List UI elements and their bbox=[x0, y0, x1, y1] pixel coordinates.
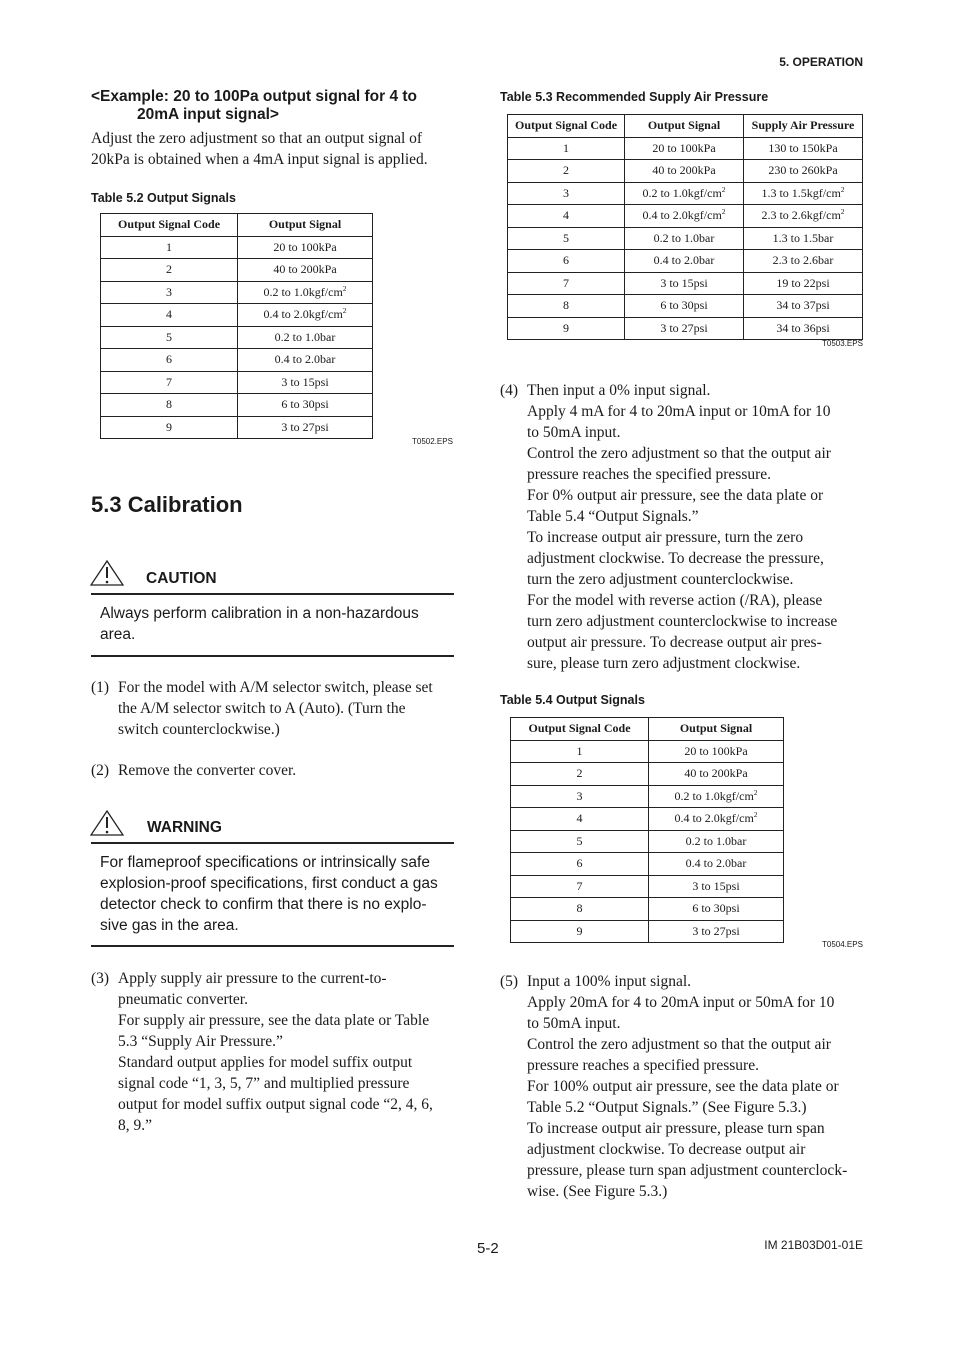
signal-cell bbox=[625, 227, 744, 250]
example-heading bbox=[91, 88, 461, 124]
table-row bbox=[508, 272, 863, 295]
superscript: 2 bbox=[342, 306, 347, 316]
signal-cell bbox=[625, 160, 744, 183]
code-cell bbox=[508, 227, 625, 250]
example-heading-line1: <Example: 20 to 100Pa output signal for 4 to bbox=[91, 88, 418, 105]
signal-cell-text: 0.2 to 1.0bar bbox=[685, 833, 747, 848]
table-row bbox=[101, 236, 373, 259]
pressure-cell-text: 130 to 150kPa bbox=[768, 140, 838, 155]
signal-cell-text: 20 to 100kPa bbox=[273, 239, 337, 254]
step-line: Input a 100% input signal. bbox=[527, 973, 692, 990]
step-text bbox=[118, 968, 433, 1136]
signal-cell-text: 20 to 100kPa bbox=[684, 743, 748, 758]
signal-cell-text: 6 to 30psi bbox=[281, 397, 329, 412]
code-cell bbox=[101, 259, 238, 282]
superscript: 2 bbox=[840, 207, 845, 217]
table-row bbox=[508, 160, 863, 183]
code-cell bbox=[511, 875, 649, 898]
signal-cell bbox=[649, 830, 784, 853]
caution-bottom-rule bbox=[91, 655, 454, 657]
signal-cell bbox=[238, 326, 373, 349]
table-header-row bbox=[101, 214, 373, 237]
code-cell bbox=[101, 326, 238, 349]
table-row bbox=[101, 259, 373, 282]
code-cell-text: 6 bbox=[576, 856, 583, 871]
signal-cell-text: 0.4 to 2.0kgf/cm bbox=[263, 307, 343, 322]
table-row bbox=[101, 304, 373, 327]
code-cell bbox=[511, 830, 649, 853]
step-number: (1) bbox=[91, 679, 110, 696]
table-5-4 bbox=[510, 717, 784, 943]
step-line: Table 5.2 “Output Signals.” (See Figure 5.3.) bbox=[527, 1099, 807, 1116]
warning-body bbox=[100, 852, 462, 936]
code-cell bbox=[511, 785, 649, 808]
signal-cell bbox=[649, 898, 784, 921]
table-5-4-caption: Table 5.4 Output Signals bbox=[500, 693, 645, 707]
table-row bbox=[101, 416, 373, 439]
warning-label: WARNING bbox=[147, 819, 222, 836]
table-row bbox=[511, 740, 784, 763]
signal-cell-text: 0.2 to 1.0kgf/cm bbox=[674, 788, 754, 803]
code-cell-text: 1 bbox=[576, 743, 583, 758]
code-cell-text: 4 bbox=[563, 208, 569, 223]
superscript: 2 bbox=[753, 787, 758, 797]
table-5-2-body bbox=[101, 236, 373, 439]
code-cell bbox=[508, 160, 625, 183]
step-line: to 50mA input. bbox=[527, 1015, 621, 1032]
signal-cell bbox=[238, 371, 373, 394]
signal-cell bbox=[649, 920, 784, 943]
pressure-cell-text: 34 to 36psi bbox=[776, 320, 830, 335]
code-cell bbox=[508, 317, 625, 340]
table-row bbox=[511, 898, 784, 921]
pressure-cell bbox=[744, 160, 863, 183]
signal-cell-text: 3 to 15psi bbox=[660, 275, 708, 290]
code-cell bbox=[101, 394, 238, 417]
column-header: Output Signal bbox=[649, 718, 784, 741]
signal-cell bbox=[238, 236, 373, 259]
code-cell bbox=[511, 920, 649, 943]
table-5-2 bbox=[100, 213, 373, 439]
step-text bbox=[527, 971, 847, 1202]
signal-cell-text: 0.4 to 2.0bar bbox=[685, 856, 747, 871]
example-para-line1: Adjust the zero adjustment so that an output signal of bbox=[91, 130, 423, 147]
caution-triangle-icon bbox=[90, 560, 124, 586]
table-5-2-file-label: T0502.EPS bbox=[412, 437, 453, 446]
code-cell-text: 9 bbox=[563, 320, 569, 335]
table-5-3-caption: Table 5.3 Recommended Supply Air Pressure bbox=[500, 90, 769, 104]
code-cell bbox=[511, 763, 649, 786]
step-3 bbox=[91, 968, 461, 1136]
superscript: 2 bbox=[721, 184, 726, 194]
table-row bbox=[101, 281, 373, 304]
table-row bbox=[508, 295, 863, 318]
code-cell-text: 3 bbox=[166, 284, 172, 299]
step-line: pressure, please turn span adjustment counterclock- bbox=[527, 1162, 848, 1179]
signal-cell bbox=[625, 250, 744, 273]
step-line: pressure reaches the specified pressure. bbox=[527, 466, 772, 483]
caution-line2: area. bbox=[100, 626, 136, 643]
table-row bbox=[511, 830, 784, 853]
signal-cell-text: 3 to 27psi bbox=[660, 320, 708, 335]
code-cell bbox=[508, 182, 625, 205]
table-5-2-caption: Table 5.2 Output Signals bbox=[91, 191, 236, 205]
table-row bbox=[508, 205, 863, 228]
step-line: wise. (See Figure 5.3.) bbox=[527, 1183, 668, 1200]
step-line: output for model suffix output signal code “2, 4, 6, bbox=[118, 1096, 433, 1113]
step-line: 8, 9.” bbox=[118, 1117, 153, 1134]
step-line: For 0% output air pressure, see the data plate or bbox=[527, 487, 824, 504]
step-1 bbox=[91, 677, 461, 740]
pressure-cell-text: 2.3 to 2.6kgf/cm bbox=[761, 208, 841, 223]
code-cell bbox=[101, 371, 238, 394]
table-row bbox=[101, 371, 373, 394]
step-line: 5.3 “Supply Air Pressure.” bbox=[118, 1033, 283, 1050]
code-cell bbox=[508, 250, 625, 273]
table-row bbox=[101, 394, 373, 417]
table-row bbox=[511, 785, 784, 808]
code-cell-text: 4 bbox=[576, 811, 583, 826]
step-line: Control the zero adjustment so that the output air bbox=[527, 1036, 831, 1053]
table-5-4-file-label: T0504.EPS bbox=[822, 940, 863, 949]
table-row bbox=[508, 317, 863, 340]
caution-top-rule bbox=[91, 593, 454, 595]
code-cell-text: 9 bbox=[166, 419, 172, 434]
code-cell-text: 1 bbox=[563, 140, 569, 155]
step-line: For the model with A/M selector switch, please set bbox=[118, 679, 433, 696]
pressure-cell-text: 2.3 to 2.6bar bbox=[772, 253, 834, 268]
pressure-cell-text: 1.3 to 1.5bar bbox=[772, 230, 834, 245]
table-header-row bbox=[508, 115, 863, 138]
table-5-3-file-label: T0503.EPS bbox=[822, 339, 863, 348]
step-line: Apply 20mA for 4 to 20mA input or 50mA for 10 bbox=[527, 994, 835, 1011]
code-cell bbox=[508, 137, 625, 160]
pressure-cell-text: 19 to 22psi bbox=[776, 275, 830, 290]
table-5-3 bbox=[507, 114, 863, 340]
pressure-cell-text: 1.3 to 1.5kgf/cm bbox=[761, 185, 841, 200]
signal-cell-text: 40 to 200kPa bbox=[684, 766, 748, 781]
step-line: adjustment clockwise. To decrease output air bbox=[527, 1141, 806, 1158]
step-line: Remove the converter cover. bbox=[118, 762, 297, 779]
step-line: turn the zero adjustment counterclockwise. bbox=[527, 571, 794, 588]
step-line: For 100% output air pressure, see the data plate or bbox=[527, 1078, 839, 1095]
signal-cell bbox=[238, 416, 373, 439]
warning-bottom-rule bbox=[91, 945, 454, 947]
warning-line: explosion-proof specifications, first conduct a gas bbox=[100, 875, 438, 892]
signal-cell bbox=[625, 272, 744, 295]
step-line: Apply supply air pressure to the current-to- bbox=[118, 970, 387, 987]
column-header: Output Signal Code bbox=[508, 115, 625, 138]
warning-line: detector check to confirm that there is no explo- bbox=[100, 896, 427, 913]
step-line: sure, please turn zero adjustment clockwise. bbox=[527, 655, 801, 672]
code-cell bbox=[508, 205, 625, 228]
step-line: Control the zero adjustment so that the output air bbox=[527, 445, 831, 462]
signal-cell-text: 3 to 15psi bbox=[281, 374, 329, 389]
signal-cell-text: 6 to 30psi bbox=[660, 298, 708, 313]
code-cell-text: 8 bbox=[563, 298, 569, 313]
step-text bbox=[527, 380, 837, 674]
step-line: Then input a 0% input signal. bbox=[527, 382, 711, 399]
signal-cell-text: 0.4 to 2.0bar bbox=[274, 352, 336, 367]
step-2 bbox=[91, 760, 461, 781]
code-cell bbox=[101, 349, 238, 372]
signal-cell-text: 40 to 200kPa bbox=[652, 163, 716, 178]
step-number: (3) bbox=[91, 970, 110, 987]
code-cell bbox=[511, 740, 649, 763]
warning-triangle-icon bbox=[90, 810, 124, 836]
example-heading-line2: 20mA input signal> bbox=[137, 106, 279, 123]
step-line: Table 5.4 “Output Signals.” bbox=[527, 508, 699, 525]
step-text bbox=[118, 760, 296, 781]
code-cell bbox=[511, 898, 649, 921]
section-title: 5.3 Calibration bbox=[91, 492, 243, 517]
signal-cell-text: 40 to 200kPa bbox=[273, 262, 337, 277]
code-cell-text: 8 bbox=[576, 901, 583, 916]
code-cell bbox=[101, 236, 238, 259]
signal-cell-text: 3 to 27psi bbox=[692, 923, 740, 938]
superscript: 2 bbox=[753, 810, 758, 820]
step-line: the A/M selector switch to A (Auto). (Turn the bbox=[118, 700, 406, 717]
code-cell-text: 3 bbox=[563, 185, 569, 200]
table-row bbox=[101, 349, 373, 372]
example-paragraph bbox=[91, 128, 461, 170]
pressure-cell bbox=[744, 205, 863, 228]
code-cell bbox=[101, 281, 238, 304]
table-row bbox=[511, 763, 784, 786]
column-header: Output Signal Code bbox=[101, 214, 238, 237]
step-number: (4) bbox=[500, 382, 519, 399]
code-cell-text: 5 bbox=[576, 833, 583, 848]
table-row bbox=[101, 326, 373, 349]
pressure-cell bbox=[744, 295, 863, 318]
code-cell bbox=[511, 853, 649, 876]
page-number: 5-2 bbox=[477, 1240, 499, 1257]
step-5 bbox=[500, 971, 870, 1202]
pressure-cell bbox=[744, 137, 863, 160]
step-4 bbox=[500, 380, 870, 674]
code-cell bbox=[101, 304, 238, 327]
signal-cell bbox=[625, 205, 744, 228]
code-cell-text: 6 bbox=[563, 253, 569, 268]
signal-cell-text: 0.4 to 2.0bar bbox=[653, 253, 715, 268]
signal-cell bbox=[238, 259, 373, 282]
caution-label: CAUTION bbox=[146, 570, 217, 587]
signal-cell-text: 0.2 to 1.0bar bbox=[274, 329, 336, 344]
code-cell bbox=[511, 808, 649, 831]
superscript: 2 bbox=[721, 207, 726, 217]
table-5-3-body bbox=[508, 137, 863, 340]
signal-cell bbox=[238, 349, 373, 372]
step-line: To increase output air pressure, please turn span bbox=[527, 1120, 825, 1137]
step-line: To increase output air pressure, turn the zero bbox=[527, 529, 804, 546]
table-row bbox=[511, 920, 784, 943]
step-line: For the model with reverse action (/RA), please bbox=[527, 592, 823, 609]
column-header: Supply Air Pressure bbox=[744, 115, 863, 138]
table-row bbox=[508, 250, 863, 273]
table-row bbox=[511, 853, 784, 876]
step-line: turn zero adjustment counterclockwise to increase bbox=[527, 613, 838, 630]
step-line: pneumatic converter. bbox=[118, 991, 248, 1008]
table-row bbox=[511, 875, 784, 898]
code-cell-text: 7 bbox=[576, 878, 583, 893]
signal-cell bbox=[625, 295, 744, 318]
step-number: (2) bbox=[91, 762, 110, 779]
pressure-cell bbox=[744, 250, 863, 273]
table-header-row bbox=[511, 718, 784, 741]
pressure-cell bbox=[744, 182, 863, 205]
column-header: Output Signal Code bbox=[511, 718, 649, 741]
table-row bbox=[508, 137, 863, 160]
code-cell-text: 6 bbox=[166, 352, 172, 367]
signal-cell bbox=[238, 304, 373, 327]
signal-cell bbox=[649, 853, 784, 876]
table-row bbox=[508, 182, 863, 205]
signal-cell-text: 0.2 to 1.0bar bbox=[653, 230, 715, 245]
step-line: pressure reaches a specified pressure. bbox=[527, 1057, 759, 1074]
code-cell-text: 2 bbox=[563, 163, 569, 178]
code-cell-text: 7 bbox=[563, 275, 569, 290]
signal-cell bbox=[649, 785, 784, 808]
pressure-cell bbox=[744, 227, 863, 250]
running-head: 5. OPERATION bbox=[779, 55, 863, 69]
warning-line: sive gas in the area. bbox=[100, 917, 239, 934]
step-line: For supply air pressure, see the data plate or Table bbox=[118, 1012, 430, 1029]
step-line: Standard output applies for model suffix output bbox=[118, 1054, 413, 1071]
step-line: adjustment clockwise. To decrease the pressure, bbox=[527, 550, 824, 567]
column-header: Output Signal bbox=[625, 115, 744, 138]
step-line: signal code “1, 3, 5, 7” and multiplied pressure bbox=[118, 1075, 410, 1092]
code-cell-text: 5 bbox=[563, 230, 569, 245]
signal-cell bbox=[625, 317, 744, 340]
table-row bbox=[508, 227, 863, 250]
pressure-cell-text: 230 to 260kPa bbox=[768, 163, 838, 178]
code-cell-text: 1 bbox=[166, 239, 172, 254]
code-cell-text: 9 bbox=[576, 923, 583, 938]
superscript: 2 bbox=[840, 184, 845, 194]
code-cell-text: 4 bbox=[166, 307, 172, 322]
signal-cell bbox=[649, 808, 784, 831]
step-text bbox=[118, 677, 433, 740]
pressure-cell bbox=[744, 272, 863, 295]
signal-cell bbox=[649, 763, 784, 786]
step-line: Apply 4 mA for 4 to 20mA input or 10mA for 10 bbox=[527, 403, 831, 420]
signal-cell bbox=[649, 875, 784, 898]
warning-line: For flameproof specifications or intrinsically safe bbox=[100, 854, 430, 871]
caution-line1: Always perform calibration in a non-hazardous bbox=[100, 605, 419, 622]
pressure-cell-text: 34 to 37psi bbox=[776, 298, 830, 313]
step-number: (5) bbox=[500, 973, 519, 990]
code-cell bbox=[101, 416, 238, 439]
signal-cell bbox=[238, 281, 373, 304]
signal-cell bbox=[625, 182, 744, 205]
step-line: switch counterclockwise.) bbox=[118, 721, 280, 738]
signal-cell-text: 20 to 100kPa bbox=[652, 140, 716, 155]
code-cell-text: 5 bbox=[166, 329, 172, 344]
signal-cell-text: 0.4 to 2.0kgf/cm bbox=[674, 811, 754, 826]
signal-cell-text: 6 to 30psi bbox=[692, 901, 740, 916]
code-cell-text: 7 bbox=[166, 374, 172, 389]
step-line: to 50mA input. bbox=[527, 424, 621, 441]
code-cell-text: 2 bbox=[576, 766, 583, 781]
signal-cell bbox=[625, 137, 744, 160]
example-para-line2: 20kPa is obtained when a 4mA input signal is applied. bbox=[91, 151, 428, 168]
column-header: Output Signal bbox=[238, 214, 373, 237]
superscript: 2 bbox=[342, 283, 347, 293]
pressure-cell bbox=[744, 317, 863, 340]
signal-cell-text: 0.2 to 1.0kgf/cm bbox=[642, 185, 722, 200]
code-cell-text: 8 bbox=[166, 397, 172, 412]
signal-cell-text: 3 to 27psi bbox=[281, 419, 329, 434]
code-cell-text: 3 bbox=[576, 788, 583, 803]
table-row bbox=[511, 808, 784, 831]
signal-cell bbox=[649, 740, 784, 763]
code-cell bbox=[508, 295, 625, 318]
table-5-4-body bbox=[511, 740, 784, 943]
signal-cell-text: 3 to 15psi bbox=[692, 878, 740, 893]
caution-body bbox=[100, 603, 462, 645]
signal-cell bbox=[238, 394, 373, 417]
warning-top-rule bbox=[91, 842, 454, 844]
signal-cell-text: 0.2 to 1.0kgf/cm bbox=[263, 284, 343, 299]
document-id: IM 21B03D01-01E bbox=[764, 1238, 863, 1252]
code-cell bbox=[508, 272, 625, 295]
step-line: output air pressure. To decrease output air pres- bbox=[527, 634, 822, 651]
code-cell-text: 2 bbox=[166, 262, 172, 277]
signal-cell-text: 0.4 to 2.0kgf/cm bbox=[642, 208, 722, 223]
